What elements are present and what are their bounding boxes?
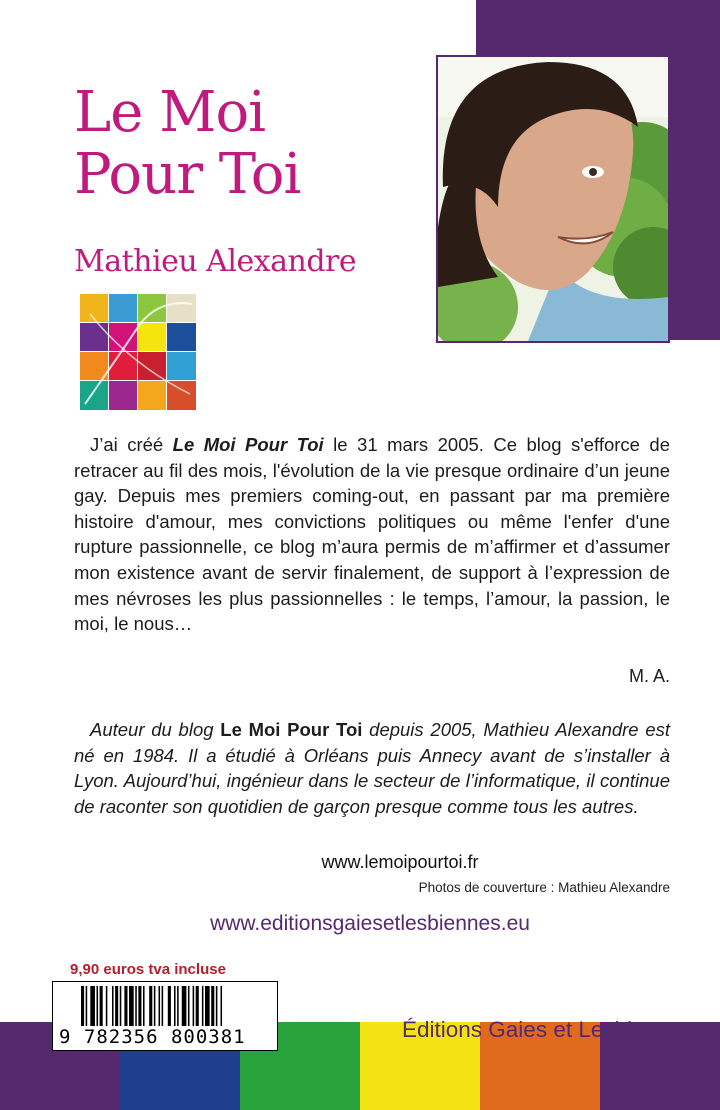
barcode-bar <box>138 986 141 1026</box>
intro-text-rest: le 31 mars 2005. Ce blog s'efforce de retracer au fil des mois, l'évolution de la vie presque ordinaire d’un jeune gay. Depuis mes premiers coming-out, en passant par ma première histoire d'amour, mes convictions politiques ou même l'enfer d'une rupture passionnelle, ce blog m’aura permis de m’affirmer et d’assumer mon existence avant de servir finalement, de support à l’expression de mes névroses les plus passionnelles : le temps, l’amour, la passion, le moi, le nous… <box>74 434 670 635</box>
barcode-bar <box>124 986 127 1026</box>
author-name: Mathieu Alexandre <box>74 244 357 279</box>
barcode-bar <box>188 986 190 1026</box>
barcode-bar <box>106 986 108 1026</box>
intro-text-start: J’ai créé <box>90 434 173 455</box>
barcode-bar <box>135 986 137 1026</box>
price-label: 9,90 euros tva incluse <box>70 961 226 978</box>
author-portrait-icon <box>438 57 668 341</box>
title-line-2: Pour Toi <box>74 142 301 207</box>
book-title <box>74 82 300 206</box>
title-line-1: Le Moi <box>74 80 266 145</box>
barcode-bar <box>196 986 199 1026</box>
barcode-bar <box>205 986 210 1026</box>
barcode-bar <box>112 986 114 1026</box>
publisher-url: www.editionsgaiesetlesbiennes.eu <box>210 912 530 935</box>
barcode-bar <box>115 986 118 1026</box>
collection-logo-icon <box>80 294 196 410</box>
blog-url: www.lemoipourtoi.fr <box>321 852 479 872</box>
barcode-bar <box>159 986 161 1026</box>
bio-text-rest: depuis 2005, Mathieu Alexandre est né en 1984. Il a étudié à Orléans puis Annecy avant de s’installer à Lyon. Aujourd’hui, ingénieur dans le secteur de l’informatique, il continue de raconter son quotidien de garçon presque comme tous les autres. <box>74 719 671 817</box>
barcode-bar <box>129 986 134 1026</box>
barcode-bar <box>97 986 99 1026</box>
barcode-bar <box>90 986 95 1026</box>
barcode-bar <box>182 986 187 1026</box>
barcode-bar <box>211 986 214 1026</box>
barcode-bar <box>86 986 88 1026</box>
barcode-bar <box>149 986 152 1026</box>
barcode-bar <box>120 986 122 1026</box>
barcode-bar <box>216 986 218 1026</box>
barcode-bar <box>81 986 84 1026</box>
author-bio-paragraph <box>74 717 670 819</box>
barcode-bar <box>202 986 204 1026</box>
barcode-bar <box>221 986 223 1026</box>
barcode-bar <box>168 986 171 1026</box>
barcode-bar <box>193 986 195 1026</box>
isbn-digits: 9 782356 800381 <box>59 1026 246 1048</box>
bio-text-start: Auteur du blog <box>90 719 221 740</box>
barcode-bar <box>162 986 164 1026</box>
signature: M. A. <box>628 666 670 686</box>
bio-blog-title: Le Moi Pour Toi <box>220 719 363 740</box>
barcode-bar <box>143 986 145 1026</box>
intro-blog-title: Le Moi Pour Toi <box>172 434 324 455</box>
barcode-bar <box>100 986 103 1026</box>
isbn-barcode <box>52 981 278 1051</box>
publisher-name: Éditions Gaies et Lesbiennes <box>402 1017 694 1042</box>
barcode-bar <box>174 986 176 1026</box>
barcode-bar <box>177 986 179 1026</box>
author-photo <box>436 55 670 343</box>
barcode-bars-icon <box>81 986 271 1026</box>
photo-credits: Photos de couverture : Mathieu Alexandre <box>418 880 670 895</box>
barcode-bar <box>154 986 156 1026</box>
blog-intro-paragraph <box>74 432 670 637</box>
